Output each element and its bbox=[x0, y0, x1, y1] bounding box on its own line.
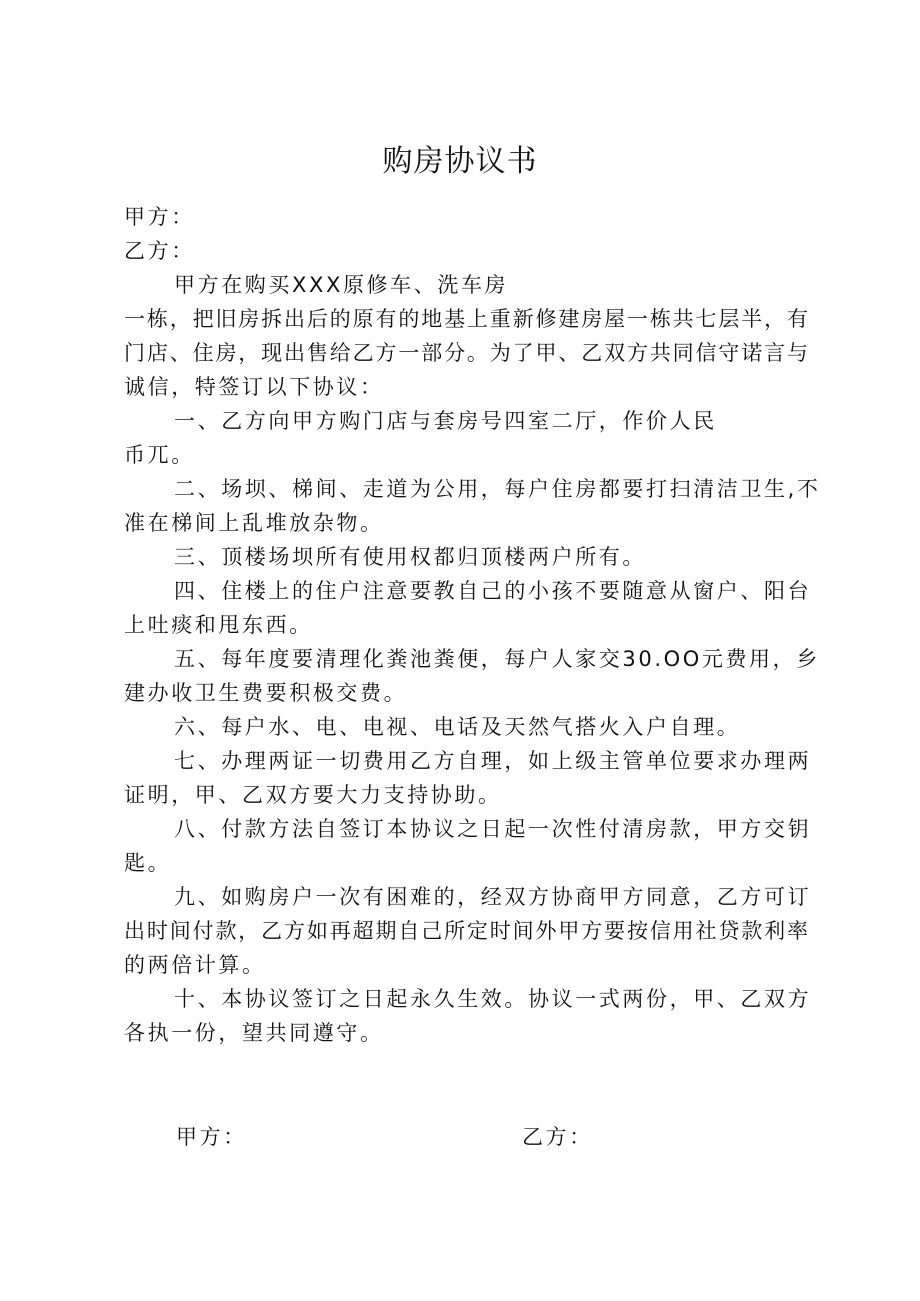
document-title: 购房协议书 bbox=[382, 144, 538, 179]
clause-10-line: 十、本协议签订之日起永久生效。协议一式两份，甲、乙双方 bbox=[174, 987, 812, 1011]
clause-1-line: 币兀。 bbox=[124, 443, 195, 467]
party-a-label: 甲方： bbox=[124, 205, 195, 229]
clause-1-line: 一、乙方向甲方购门店与套房号四室二厅，作价人民 bbox=[174, 409, 717, 433]
intro-line: 门店、住房，现出售给乙方一部分。为了甲、乙双方共同信守诺言与 bbox=[124, 341, 808, 365]
signature-party-b: 乙方： bbox=[522, 1125, 593, 1149]
intro-line: 甲方在购买XXX原修车、洗车房 bbox=[174, 273, 509, 297]
clause-3-line: 三、顶楼场坝所有使用权都归顶楼两户所有。 bbox=[174, 545, 646, 569]
clause-4-line: 四、住楼上的住户注意要教自己的小孩不要随意从窗户、阳台 bbox=[174, 579, 812, 603]
clause-2-line: 二、场坝、梯间、走道为公用，每户住房都要打扫清洁卫生,不 bbox=[174, 477, 821, 501]
clause-9-line: 出时间付款，乙方如再超期自己所定时间外甲方要按信用社贷款利率 bbox=[124, 919, 808, 943]
signature-party-a: 甲方： bbox=[176, 1125, 247, 1149]
clause-8-line: 八、付款方法自签订本协议之日起一次性付清房款，甲方交钥 bbox=[174, 817, 812, 841]
clause-6-line: 六、每户水、电、电视、电话及天然气搭火入户自理。 bbox=[174, 715, 741, 739]
clause-9-line: 九、如购房户一次有困难的，经双方协商甲方同意，乙方可订 bbox=[174, 885, 812, 909]
clause-7-line: 七、办理两证一切费用乙方自理，如上级主管单位要求办理两 bbox=[174, 749, 812, 773]
clause-9-line: 的两倍计算。 bbox=[124, 953, 266, 977]
clause-7-line: 证明，甲、乙双方要大力支持协助。 bbox=[124, 783, 502, 807]
clause-4-line: 上吐痰和甩东西。 bbox=[124, 613, 313, 637]
clause-5-line: 建办收卫生费要积极交费。 bbox=[124, 681, 408, 705]
intro-line: 诚信，特签订以下协议： bbox=[124, 375, 384, 399]
clause-5-line: 五、每年度要清理化粪池粪便，每户人家交30.OO元费用，乡 bbox=[174, 647, 820, 671]
clause-2-line: 准在梯间上乱堆放杂物。 bbox=[124, 511, 384, 535]
party-b-label: 乙方： bbox=[124, 239, 195, 263]
clause-10-line: 各执一份，望共同遵守。 bbox=[124, 1021, 384, 1045]
clause-8-line: 匙。 bbox=[124, 851, 172, 875]
intro-line: 一栋，把旧房拆出后的原有的地基上重新修建房屋一栋共七层半，有 bbox=[124, 307, 808, 331]
